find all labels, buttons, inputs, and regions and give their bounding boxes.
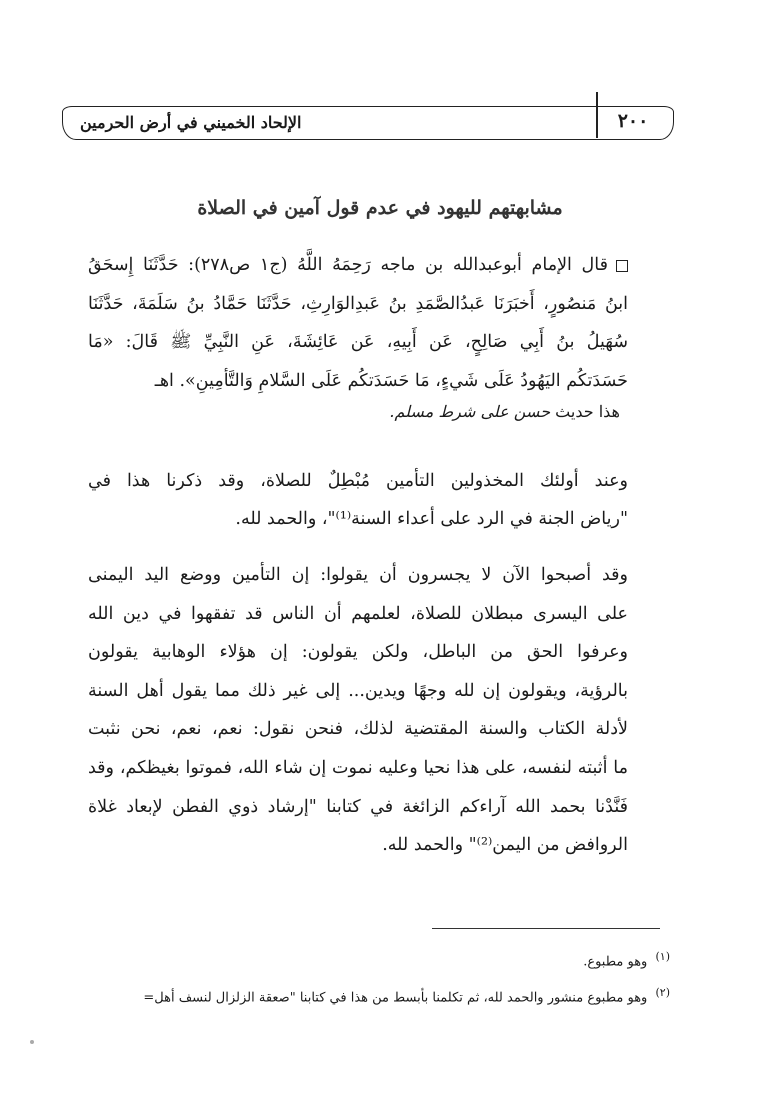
verdict-prefix: هذا حديث — [555, 402, 620, 421]
running-title: الإلحاد الخميني في أرض الحرمين — [80, 113, 302, 132]
section-title: مشابهتهم لليهود في عدم قول آمين في الصلاة — [197, 197, 563, 219]
paragraph-line: سُهَيلُ بنُ أَبِي صَالِحٍ، عَن أَبِيهِ، عَن عَائِشَةَ، عَنِ النَّبِيِّ ﷺ قَالَ: «مَا — [88, 332, 628, 352]
paragraph-line-text: قال الإمام أبوعبدالله بن ماجه رَحِمَهُ اللَّهُ (ج١ ص٢٧٨): حَدَّثَنَا إِسحَقُ — [88, 255, 608, 275]
hadith-verdict — [280, 402, 620, 421]
paragraph-line: لأدلة الكتاب والسنة المقتضية لذلك، فنحن نقول: نعم، نعم، نحن نثبت — [88, 719, 628, 740]
scan-dot — [30, 1040, 34, 1044]
paragraph-2 — [88, 462, 628, 538]
footnote-2 — [80, 986, 670, 1005]
footnote-number: (٢) — [655, 986, 670, 999]
verdict-handwritten: حسن على شرط مسلم. — [389, 402, 551, 421]
paragraph-line: الروافض من اليمن⁽²⁾" والحمد لله. — [382, 835, 628, 856]
paragraph-line: فَنَّدْنا بحمد الله آراءكم الزائغة في كتابنا "إرشاد ذوي الفطن لإبعاد غلاة — [88, 796, 628, 817]
paragraph-line: وقد أصبحوا الآن لا يجسرون أن يقولوا: إن التأمين ووضع اليد اليمنى — [88, 565, 628, 585]
footnote-text: وهو مطبوع منشور والحمد لله، ثم تكلمنا بأبسط من هذا في كتابنا "صعقة الزلزال لنسف أهل= — [143, 990, 648, 1006]
header-divider — [596, 92, 598, 138]
hadith-paragraph — [88, 246, 628, 400]
page-number: ٢٠٠ — [617, 110, 649, 132]
paragraph-line: وعند أولئك المخذولين التأمين مُبْطِلٌ للصلاة، وقد ذكرنا هذا في — [88, 471, 628, 491]
footnote-separator — [432, 928, 660, 929]
paragraph-line — [88, 246, 628, 285]
footnote-1 — [80, 950, 670, 969]
paragraph-line: ابنُ مَنصُورٍ، أَخبَرَنَا عَبدُالصَّمَدِ بنُ عَبدِالوَارِثِ، حَدَّثَنَا حَمَّادُ بنُ سَلَمَةَ، حَدَّثَنَا — [88, 293, 628, 314]
footnote-number: (١) — [655, 950, 670, 963]
paragraph-line: ما أثبته لنفسه، على هذا نحيا وعليه نموت إن شاء الله، فموتوا بغيظكم، وقد — [88, 757, 628, 778]
paragraph-line: بالرؤية، ويقولون إن لله وجهًا ويدين... إلى غير ذلك مما يقول أهل السنة — [88, 680, 628, 701]
square-bullet-icon — [616, 260, 628, 272]
paragraph-line: حَسَدَتكُم اليَهُودُ عَلَى شَيءٍ، مَا حَسَدَتكُم عَلَى السَّلامِ وَالتَّأمِينِ». اهـ — [154, 370, 628, 391]
paragraph-line: "رياض الجنة في الرد على أعداء السنة⁽¹⁾"، والحمد لله. — [235, 509, 628, 529]
footnote-text: وهو مطبوع. — [583, 954, 648, 970]
paragraph-line: على اليسرى مبطلان للصلاة، لعلمهم أن الناس قد تفقهوا في دين الله — [88, 603, 628, 624]
paragraph-3 — [88, 556, 628, 865]
paragraph-line: وعرفوا الحق من الباطل، ولكن يقولون: إن هؤلاء الوهابية يقولون — [88, 642, 628, 663]
